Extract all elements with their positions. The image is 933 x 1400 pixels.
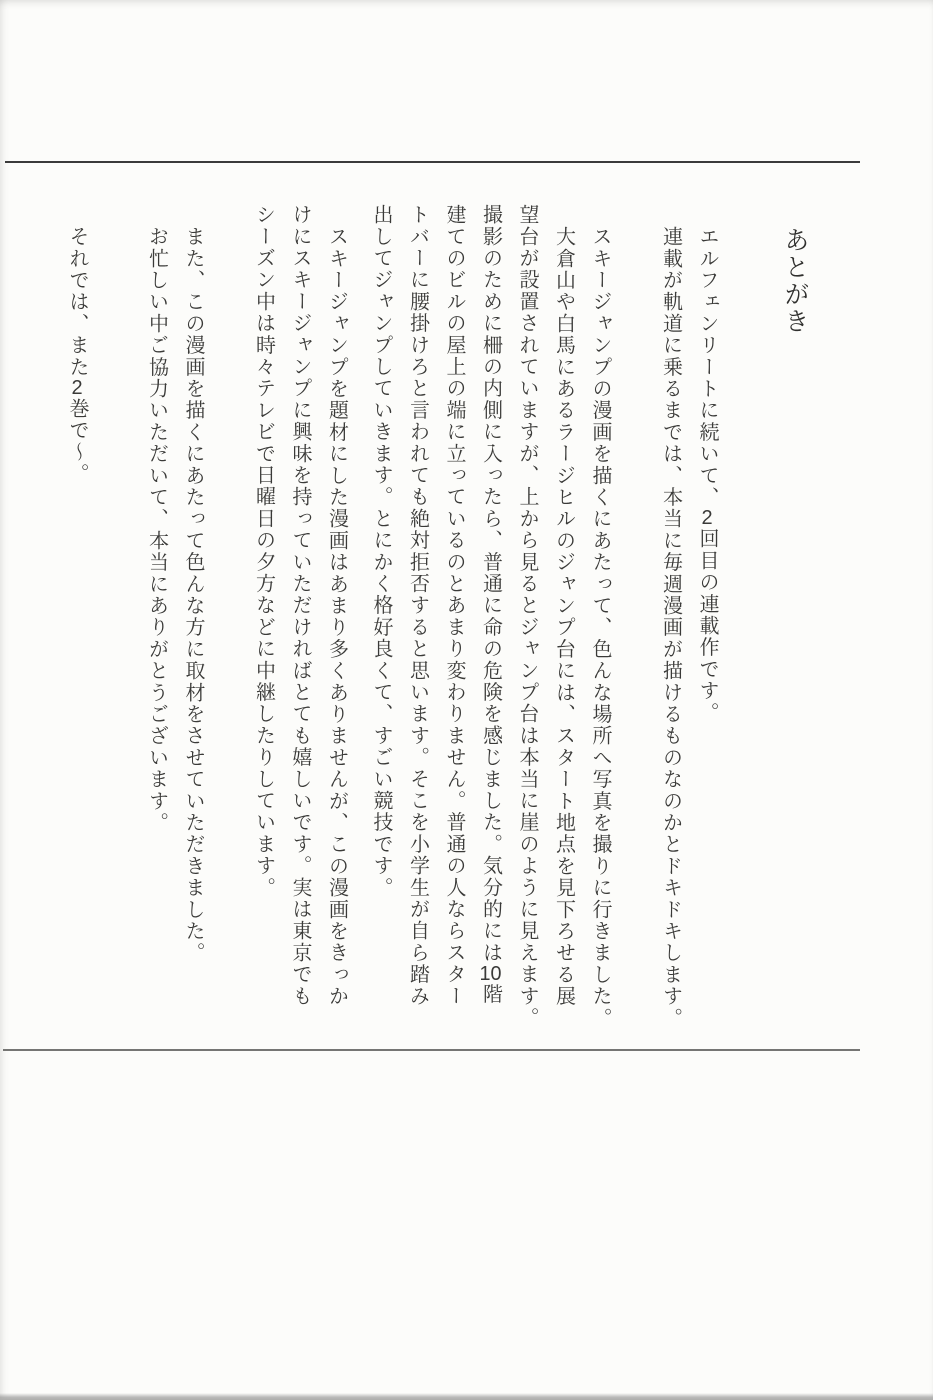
text-column: 出してジャンプしていきます。とにかく格好良くて、すごい競技です。: [370, 204, 392, 899]
combined-digits: 10: [479, 963, 502, 984]
text-column: スキージャンプを題材にした漫画はあまり多くありませんが、この漫画をきっか: [325, 226, 348, 1008]
text-column: お忙しい中ご協力いただいて、本当にありがとうございます。: [145, 226, 168, 834]
page-title: あとがき: [781, 227, 810, 335]
text-column: 撮影のために柵の内側に入ったら、普通に命の危険を感じました。気分的には10階: [479, 204, 502, 1006]
vertical-text-area: [45, 204, 815, 1042]
text-column: また、この漫画を描くにあたって色んな方に取材をさせていただきました。: [182, 226, 204, 964]
text-column: シーズン中は時々テレビで日曜日の夕方などに中継したりしています。: [252, 204, 275, 899]
top-rule: [5, 161, 860, 163]
text-column: それでは、また2巻で～。: [66, 226, 88, 485]
combined-digits: 2: [71, 377, 83, 398]
text-column: エルフェンリートに続いて、2回目の連載作です。: [696, 226, 718, 724]
text-column: トバーに腰掛けろと言われても絶対拒否すると思います。そこを小学生が自ら踏み: [406, 204, 429, 1007]
bottom-rule: [3, 1049, 860, 1051]
text-column: 建てのビルの屋上の端に立っているのとあまり変わりません。普通の人ならスター: [443, 204, 465, 1007]
combined-digits: 2: [701, 508, 713, 529]
text-column: 連載が軌道に乗るまでは、本当に毎週漫画が描けるものなのかとドキドキします。: [659, 226, 682, 1029]
text-column: 大倉山や白馬にあるラージヒルのジャンプ台には、スタート地点を見下ろせる展: [552, 226, 575, 1008]
afterword-columns: [59, 204, 726, 1042]
page-bottom-edge: [0, 1393, 933, 1400]
text-column: 望台が設置されていますが、上から見るとジャンプ台は本当に崖のように見えます。: [516, 204, 538, 1029]
text-column: スキージャンプの漫画を描くにあたって、色んな場所へ写真を撮りに行きました。: [589, 226, 611, 1029]
text-column: けにスキージャンプに興味を持っていただければとても嬉しいです。実は東京でも: [289, 204, 311, 1007]
